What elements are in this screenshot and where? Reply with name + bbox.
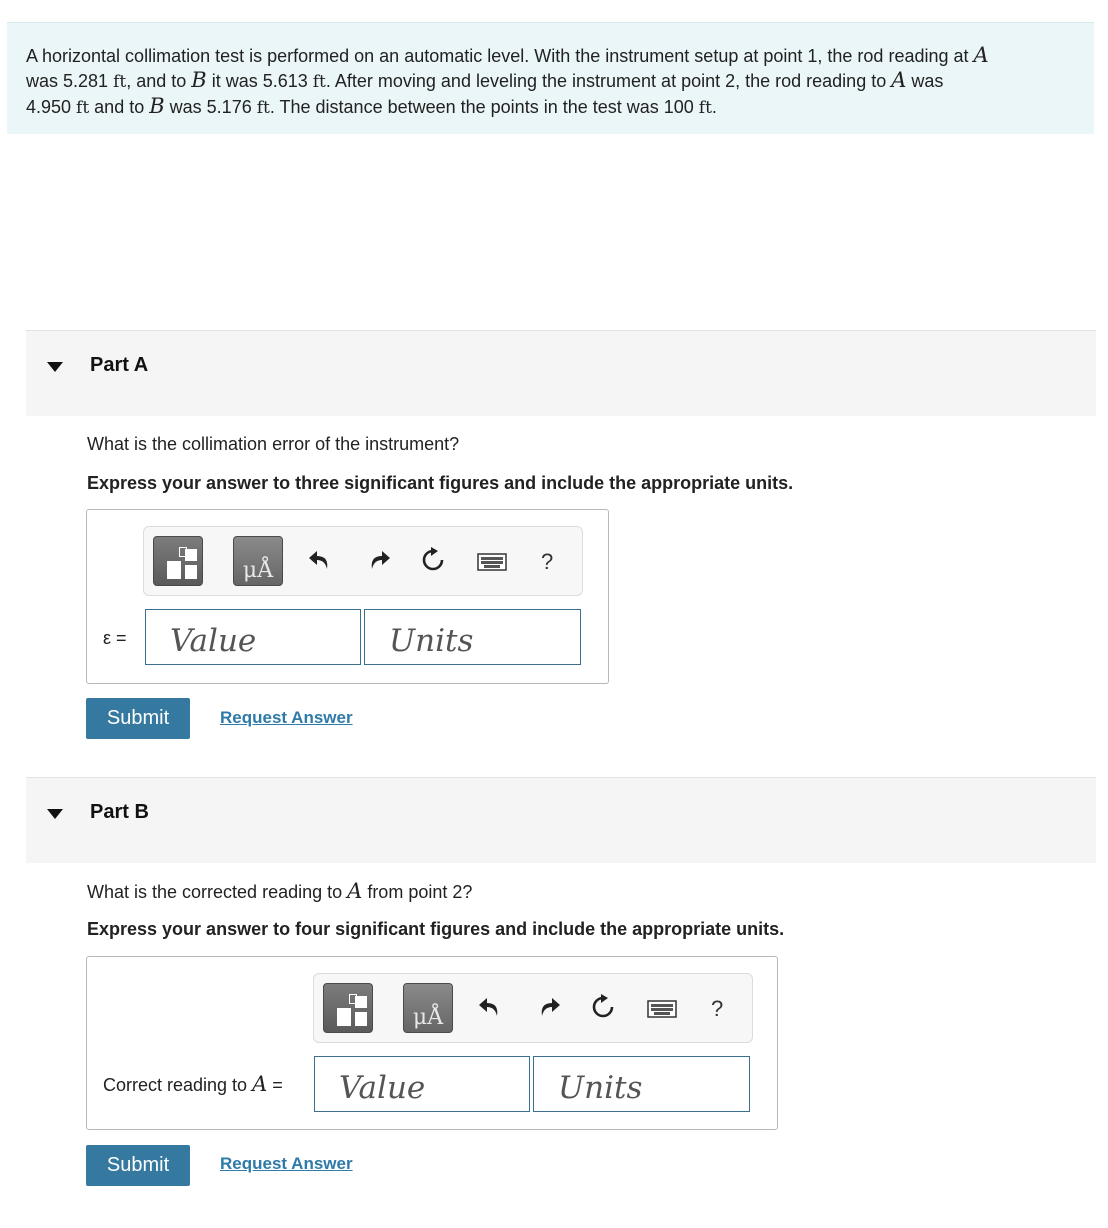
var-a: A — [347, 879, 363, 903]
help-icon[interactable]: ? — [711, 996, 724, 1021]
part-b-request-answer-link[interactable]: Request Answer — [220, 1154, 353, 1173]
problem-text: it was 5.613 — [206, 71, 313, 91]
part-a-title: Part A — [90, 354, 149, 376]
problem-text: was 5.176 — [164, 97, 257, 117]
redo-icon[interactable] — [366, 547, 392, 573]
collapse-triangle-icon[interactable] — [47, 809, 63, 819]
var-a: A — [252, 1072, 268, 1096]
unit-ft: ft — [256, 98, 270, 118]
part-b-answer-box — [86, 956, 778, 1130]
units-icon[interactable] — [403, 983, 453, 1033]
keyboard-icon[interactable] — [647, 1000, 677, 1018]
units-icon[interactable] — [233, 536, 283, 586]
problem-text: 4.950 — [26, 97, 77, 117]
problem-text: . The distance between the points in the test was 100 — [269, 97, 699, 117]
problem-statement — [7, 22, 1094, 134]
undo-icon[interactable] — [477, 994, 503, 1020]
var-a: A — [973, 43, 989, 67]
part-b-value-input[interactable] — [314, 1056, 530, 1112]
templates-icon[interactable] — [323, 983, 373, 1033]
part-a-toolbar — [143, 526, 583, 596]
unit-ft: ft — [113, 72, 127, 92]
problem-text: , and to — [126, 71, 192, 91]
part-b-toolbar — [313, 973, 753, 1043]
redo-icon[interactable] — [536, 994, 562, 1020]
part-a-request-answer-link[interactable]: Request Answer — [220, 708, 353, 727]
part-a-header[interactable] — [26, 330, 1096, 416]
part-a-question: What is the collimation error of the instrument? — [87, 434, 460, 454]
help-icon[interactable]: ? — [541, 549, 554, 574]
part-a-answer-box — [86, 509, 609, 684]
units-glyph: μÅ — [412, 1005, 444, 1030]
templates-icon[interactable] — [153, 536, 203, 586]
problem-text: was 5.281 — [26, 71, 114, 91]
epsilon-label: ε = — [103, 628, 127, 648]
problem-text: A horizontal collimation test is performed on an automatic level. With the instrument setup at point 1, the rod reading at — [26, 46, 974, 66]
part-a-instruction: Express your answer to three significant figures and include the appropriate units. — [87, 473, 794, 493]
var-b: B — [191, 68, 207, 92]
unit-ft: ft — [698, 98, 712, 118]
problem-text: and to — [89, 97, 150, 117]
undo-icon[interactable] — [307, 547, 333, 573]
correct-reading-label — [103, 1072, 283, 1096]
label-text: = — [267, 1075, 283, 1095]
part-b-units-input[interactable] — [533, 1056, 750, 1112]
var-a: A — [891, 68, 907, 92]
part-b-instruction: Express your answer to four significant figures and include the appropriate units. — [87, 919, 785, 939]
unit-ft: ft — [76, 98, 90, 118]
part-a-value-input[interactable] — [145, 609, 361, 665]
label-text: Correct reading to — [103, 1075, 253, 1095]
collapse-triangle-icon[interactable] — [47, 362, 63, 372]
part-a-submit-button[interactable]: Submit — [86, 698, 190, 739]
question-text: What is the corrected reading to — [87, 882, 348, 902]
problem-text: . — [711, 97, 717, 117]
part-b-submit-button[interactable]: Submit — [86, 1145, 190, 1186]
question-text: from point 2? — [362, 882, 473, 902]
units-glyph: μÅ — [242, 558, 274, 583]
var-b: B — [149, 94, 165, 118]
problem-text: was — [906, 71, 944, 91]
part-b-header[interactable] — [26, 777, 1096, 863]
reset-icon[interactable] — [420, 547, 446, 573]
part-b-title: Part B — [90, 801, 149, 823]
keyboard-icon[interactable] — [477, 553, 507, 571]
reset-icon[interactable] — [590, 994, 616, 1020]
problem-text: . After moving and leveling the instrument at point 2, the rod reading to — [325, 71, 892, 91]
part-b-question — [87, 879, 472, 903]
part-a-units-input[interactable] — [364, 609, 581, 665]
unit-ft: ft — [312, 72, 326, 92]
